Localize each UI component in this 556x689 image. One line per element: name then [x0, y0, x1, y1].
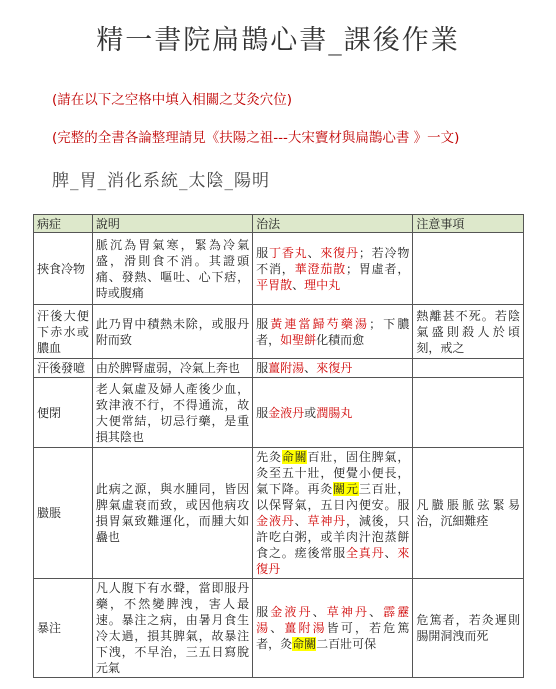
- disease-cell: 汗後發噫: [34, 359, 93, 378]
- notes-cell: [413, 378, 524, 448]
- notes-cell: 危篤者，若灸遲則腸開洞洩而死: [413, 579, 524, 678]
- explanation-cell: 脈沉為胃氣寒，緊為冷氣盛，滑則食不消。其證頭痛、發熱、嘔吐、心下痞，時或腹痛: [92, 233, 252, 305]
- remedy-name: 霹靂湯: [256, 605, 410, 635]
- treatment-text: 服: [256, 405, 269, 420]
- treatment-cell: [253, 305, 413, 359]
- remedy-name: 平胃散: [256, 277, 293, 292]
- remedy-name: 理中丸: [304, 277, 341, 292]
- treatment-text: 、: [304, 361, 317, 375]
- treatment-text: 、: [270, 621, 285, 635]
- treatment-text: 服: [256, 361, 269, 375]
- treatment-cell: [253, 579, 413, 678]
- treatment-text: ；下膿者，: [256, 316, 410, 347]
- treatment-text: 、: [384, 546, 398, 560]
- treatment-text: 或: [304, 405, 317, 420]
- explanation-cell: 由於脾腎虛弱，冷氣上奔也: [92, 359, 252, 378]
- remedy-name: 來復丹: [320, 245, 359, 260]
- treatment-text: 先灸: [256, 450, 282, 464]
- notes-cell: [413, 233, 524, 305]
- treatment-text: 三百壯，以保腎氣，五日內便安。服: [256, 482, 410, 512]
- treatment-text: 、: [369, 605, 384, 619]
- remedy-name: 薑附湯: [268, 361, 305, 375]
- header-notes: 注意事項: [413, 215, 524, 233]
- acupoint-highlight: 關元: [333, 482, 359, 496]
- notes-cell: [413, 359, 524, 378]
- treatment-text: 皆可，若危篤者，灸: [256, 621, 410, 651]
- table-row: [34, 305, 524, 359]
- remedy-name: 草神丹: [326, 605, 370, 619]
- treatment-text: ，減後，只許吃白粥，或羊肉汁泡蒸餅食之。瘥後常服: [256, 514, 410, 560]
- notes-cell: 熱離甚不死。若陰氣盛則殺人於頃刻，戒之: [413, 305, 524, 359]
- disease-cell: 暴注: [34, 579, 93, 678]
- disease-cell: 挾食冷物: [34, 233, 93, 305]
- symptom-table: [33, 214, 524, 678]
- explanation-cell: 此乃胃中積熱未除，或服丹附而致: [92, 305, 252, 359]
- remedy-name: 金液丹: [256, 514, 295, 528]
- page-title: 精一書院扁鵲心書_課後作業: [96, 25, 460, 56]
- section-subtitle: 脾_胃_消化系統_太陰_陽明: [52, 171, 270, 191]
- remedy-name: 金液丹: [268, 405, 305, 420]
- treatment-text: 、: [312, 605, 327, 619]
- remedy-name: 來復丹: [316, 361, 353, 375]
- treatment-text: 化積而愈: [316, 332, 365, 347]
- disease-cell: 汗後大便下赤水或膿血: [34, 305, 93, 359]
- table-row: [34, 579, 524, 678]
- instruction-note: (請在以下之空格中填入相關之艾灸穴位): [52, 92, 293, 108]
- treatment-text: 百壯，固住脾氣，灸至五十壯，便覺小便長，氣下降。再灸: [256, 450, 410, 496]
- table-header-row: [34, 215, 524, 233]
- remedy-name: 丁香丸: [268, 245, 308, 260]
- remedy-name: 黃連當歸芍藥湯: [270, 316, 370, 331]
- treatment-cell: [253, 378, 413, 448]
- remedy-name: 來復丹: [256, 546, 410, 576]
- remedy-name: 草神丹: [307, 514, 346, 528]
- remedy-name: 金液丹: [270, 605, 313, 619]
- disease-cell: 臌脹: [34, 448, 93, 579]
- remedy-name: 薑附湯: [284, 621, 327, 635]
- table-row: [34, 378, 524, 448]
- treatment-text: 、: [294, 514, 308, 528]
- remedy-name: 潤腸丸: [316, 405, 353, 420]
- treatment-text: 、: [307, 245, 321, 260]
- explanation-cell: 老人氣虛及婦人產後少血，致津液不行，不得通流，故大便常結，切忌行藥，是重損其陰也: [92, 378, 252, 448]
- treatment-text: ；若冷物不消，: [256, 245, 410, 276]
- acupoint-highlight: 命關: [281, 450, 308, 464]
- explanation-cell: 凡人腹下有水聲，當即服丹藥，不然變脾洩，害人最速。暴注之病，由暑月食生冷太過，損其脾氣，故暴注下洩，不早治，三五日寫脫元氣: [92, 579, 252, 678]
- treatment-cell: [253, 233, 413, 305]
- notes-cell: 凡臌脹脈弦緊易治，沉細難痊: [413, 448, 524, 579]
- treatment-text: 服: [256, 316, 271, 331]
- header-disease: 病症: [34, 215, 93, 233]
- treatment-text: 二百壯可保: [316, 637, 377, 651]
- treatment-text: 服: [256, 605, 271, 619]
- remedy-name: 全真丹: [345, 546, 385, 560]
- disease-cell: 便閉: [34, 378, 93, 448]
- treatment-text: ；胃虛者，: [346, 261, 410, 276]
- table-row: [34, 233, 524, 305]
- table-row: [34, 359, 524, 378]
- acupoint-highlight: 命關: [292, 637, 317, 651]
- remedy-name: 華澄茄散: [294, 261, 346, 276]
- treatment-cell: [253, 359, 413, 378]
- treatment-text: 服: [256, 245, 269, 260]
- table-row: [34, 448, 524, 579]
- reference-note: (完整的全書各論整理請見《扶陽之祖---大宋竇材與扁鵲心書 》一文): [52, 130, 460, 146]
- header-explanation: 說明: [92, 215, 252, 233]
- remedy-name: 如聖餅: [280, 332, 317, 347]
- treatment-text: 、: [292, 277, 305, 292]
- explanation-cell: 此病之源，與水腫同，皆因脾氣虛衰而致，或因他病攻損胃氣致難運化，而腫大如蠱也: [92, 448, 252, 579]
- treatment-cell: [253, 448, 413, 579]
- header-treatment: 治法: [253, 215, 413, 233]
